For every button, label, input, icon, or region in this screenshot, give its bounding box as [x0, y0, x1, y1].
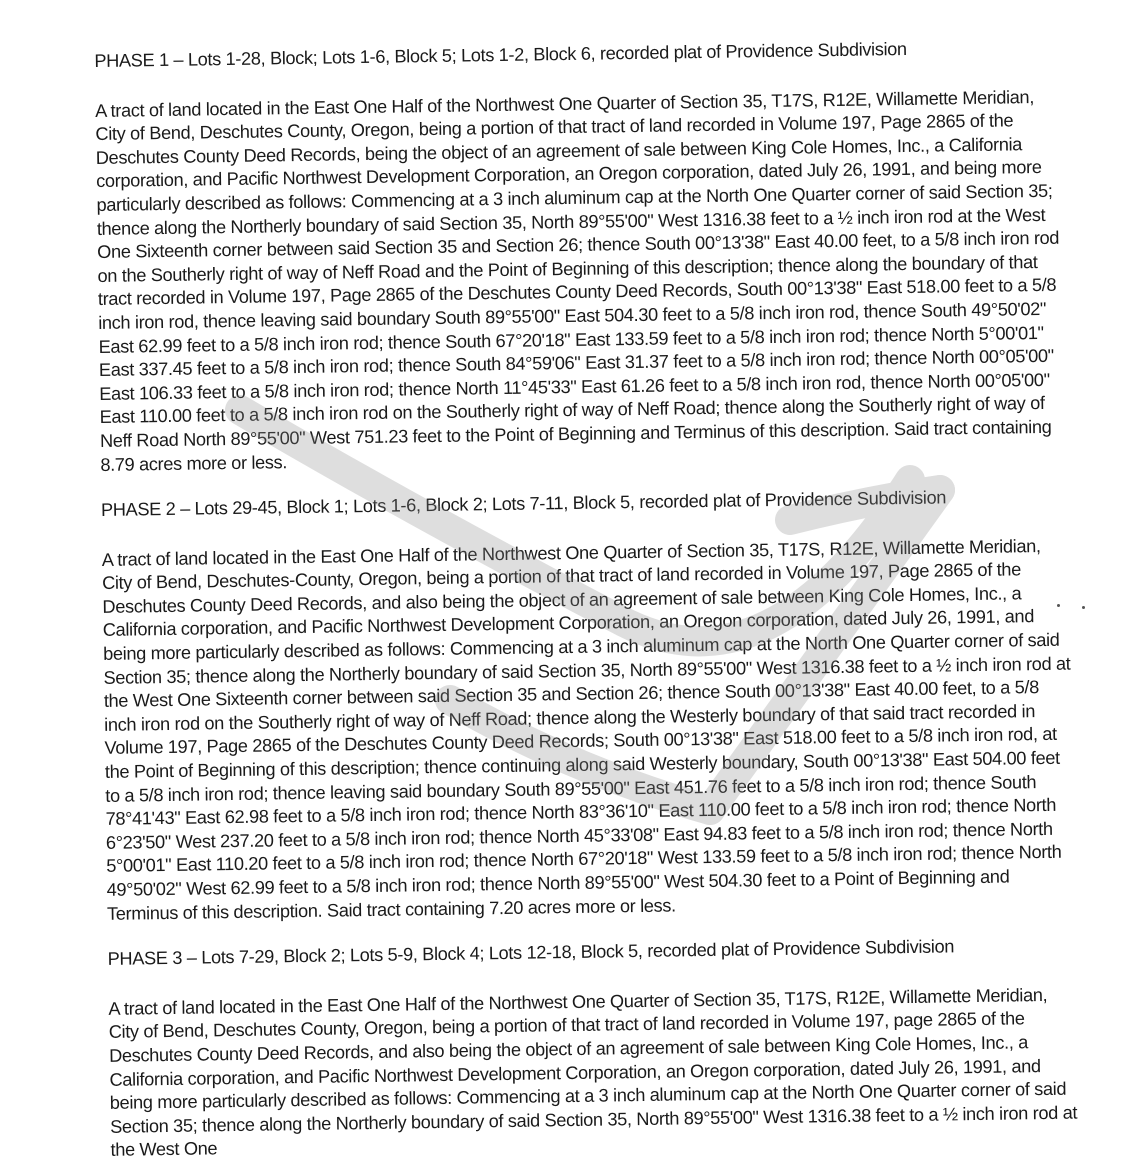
- scan-speck: [1082, 606, 1085, 609]
- phase-1-description: A tract of land located in the East One Half of the Northwest One Quarter of Section 35, T17S, R12E, Willamette Meridian, City of Bend, Deschutes County, Oregon, being a portion of that tract of land recorded in Volume 197, Page 2865 of the Deschutes County Deed Records, being the object of an agreement of sale between King Cole Homes, Inc., a California corporation, and Pacific Northwest Development Corporation, an Oregon corporation, dated July 26, 1991, and being more particularly described as follows: Commencing at a 3 inch aluminum cap at the North One Quarter corner of said Section 35; thence along the Northerly boundary of said Section 35, North 89°55'00" West 1316.38 feet to a ½ inch iron rod at the West One Sixteenth corner between said Section 35 and Section 26; thence South 00°13'38" East 40.00 feet, to a 5/8 inch iron rod on the Southerly right of way of Neff Road and the Point of Beginning of this description; thence along the boundary of that tract recorded in Volume 197, Page 2865 of the Deschutes County Deed Records, South 00°13'38" East 518.00 feet to a 5/8 inch iron rod, thence leaving said boundary South 89°55'00" East 504.30 feet to a 5/8 inch iron rod, thence South 49°50'02" East 62.99 feet to a 5/8 inch iron rod; thence South 67°20'18" East 133.59 feet to a 5/8 inch iron rod; thence North 5°00'01" East 337.45 feet to a 5/8 inch iron rod; thence South 84°59'06" East 31.37 feet to a 5/8 inch iron rod; thence North 00°05'00" East 106.33 feet to a 5/8 inch iron rod; thence North 11°45'33" East 61.26 feet to a 5/8 inch iron rod, thence North 00°05'00" East 110.00 feet to a 5/8 inch iron rod on the Southerly right of way of Neff Road; thence along the Southerly right of way of Neff Road North 89°55'00" West 751.23 feet to the Point of Beginning and Terminus of this description. Said tract containing 8.79 acres more or less.: [94, 86, 1060, 475]
- phase-2-heading: PHASE 2 – Lots 29-45, Block 1; Lots 1-6, Block 2; Lots 7-11, Block 5, recorded plat of Providence Subdivision: [100, 487, 947, 521]
- phase-2-description: A tract of land located in the East One Half of the Northwest One Quarter of Section 35, T17S, R12E, Willamette Meridian, City of Bend, Deschutes-County, Oregon, being a portion of that tract of land recorded in Volume 197, Page 2865 of the Deschutes County Deed Records, and also being the object of an agreement of sale between King Cole Homes, Inc., a California corporation, and Pacific Northwest Development Corporation, an Oregon corporation, dated July 26, 1991, and being more particularly described as follows: Commencing at a 3 inch aluminum cap at the North One Quarter corner of said Section 35; thence along the Northerly boundary of said Section 35, North 89°55'00" West 1316.38 feet to a ½ inch iron rod at the West One Sixteenth corner between said Section 35 and Section 26; thence South 00°13'38" East 40.00 feet, to a 5/8 inch iron rod on the Southerly right of way of Neff Road; thence along the Westerly boundary of that said tract recorded in Volume 197, Page 2865 of the Deschutes County Deed Records; South 00°13'38" East 518.00 feet to a 5/8 inch iron rod, at the Point of Beginning of this description; thence continuing along said Westerly boundary, South 00°13'38" East 504.00 feet to a 5/8 inch iron rod; thence leaving said boundary South 89°55'00" East 451.76 feet to a 5/8 inch iron rod; thence South 78°41'43" East 62.98 feet to a 5/8 inch iron rod; thence North 83°36'10" East 110.00 feet to a 5/8 inch iron rod; thence North 6°23'50" West 237.20 feet to a 5/8 inch iron rod; thence North 45°33'08" East 94.83 feet to a 5/8 inch iron rod; thence North 5°00'01" East 110.20 feet to a 5/8 inch iron rod; thence North 67°20'18" West 133.59 feet to a 5/8 inch iron rod; thence North 49°50'02" West 62.99 feet to a 5/8 inch iron rod; thence North 89°55'00" West 504.30 feet to a Point of Beginning and Terminus of this description. Said tract containing 7.20 acres more or less.: [101, 535, 1071, 924]
- legal-description: [94, 22, 1079, 1163]
- scan-speck: [1057, 604, 1060, 607]
- phase-1-heading: PHASE 1 – Lots 1-28, Block; Lots 1-6, Block 5; Lots 1-2, Block 6, recorded plat of Providence Subdivision: [94, 38, 907, 71]
- phase-3-description: A tract of land located in the East One Half of the Northwest One Quarter of Section 35, T17S, R12E, Willamette Meridian, City of Bend, Deschutes County, Oregon, being a portion of that tract of land recorded in Volume 197, page 2865 of the Deschutes County Deed Records, and also being the object of an agreement of sale between King Cole Homes, Inc., a California corporation, and Pacific Northwest Development Corporation, an Oregon corporation, dated July 26, 1991, and being more particularly described as follows: Commencing at a 3 inch aluminum cap at the North One Quarter corner of said Section 35; thence along the Northerly boundary of said Section 35, North 89°55'00" West 1316.38 feet to a ½ inch iron rod at the West One: [108, 984, 1078, 1161]
- phase-3-heading: PHASE 3 – Lots 7-29, Block 2; Lots 5-9, Block 4; Lots 12-18, Block 5, recorded plat of Providence Subdivision: [107, 936, 955, 970]
